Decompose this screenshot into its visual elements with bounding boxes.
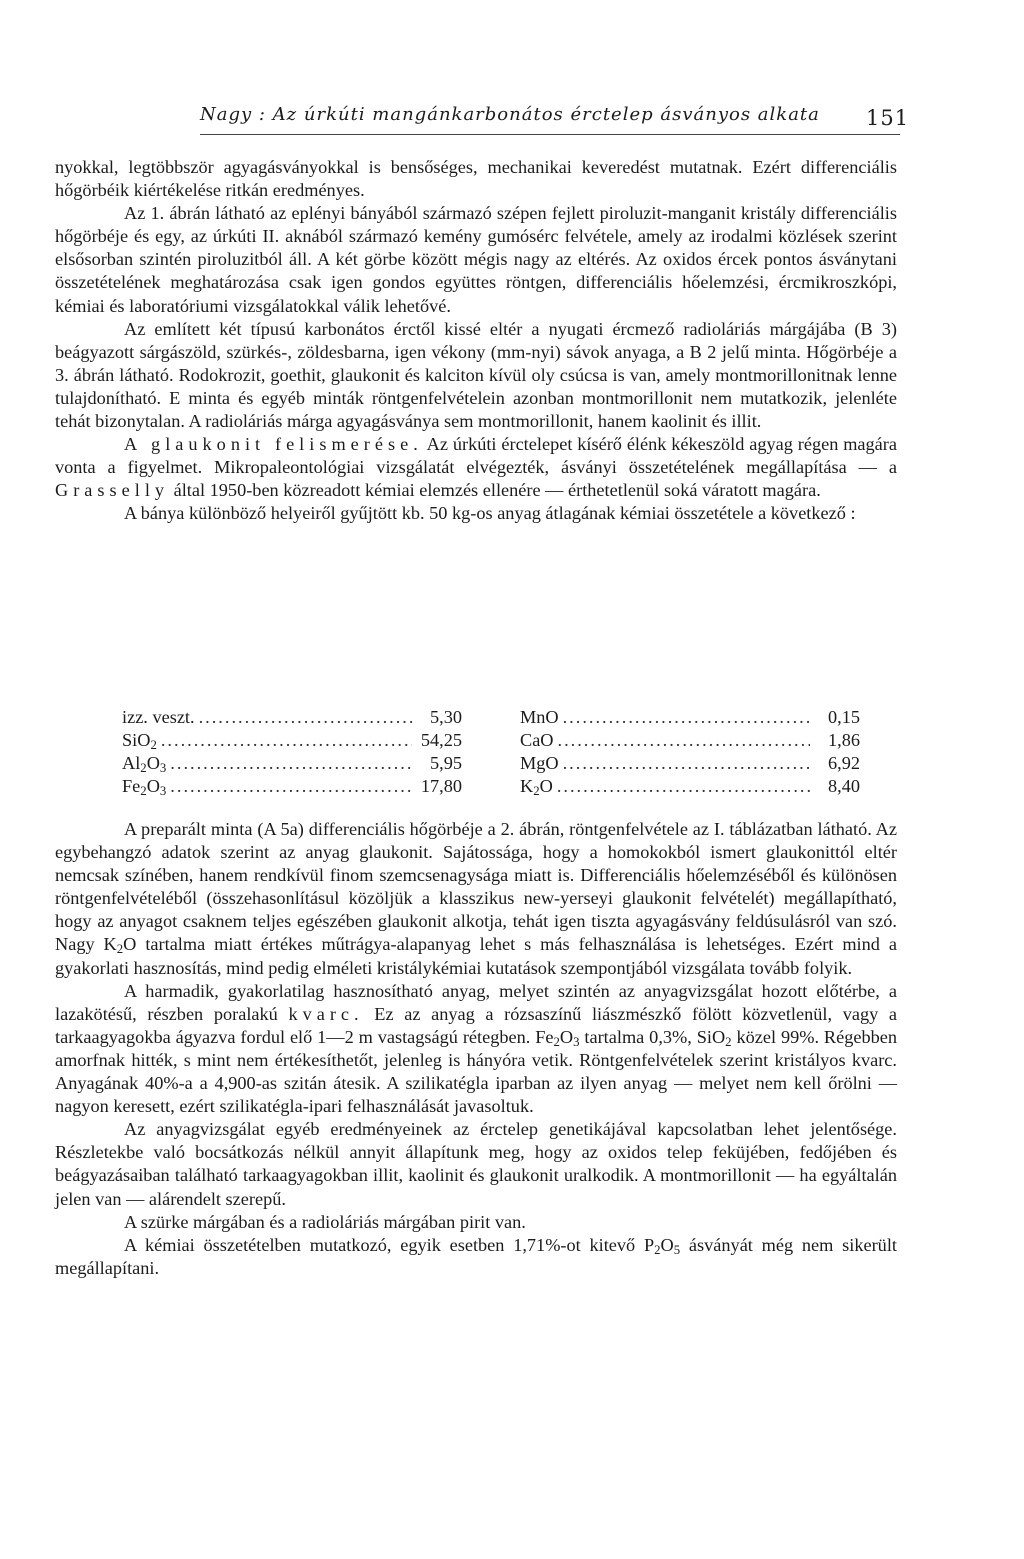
text-run: által 1950-ben közreadott kémiai elemzés ellenére — érthetetlenül soká váratott magára. [169,480,821,501]
text-run: ásványát még nem sikerült megállapítani. [55,1234,897,1278]
paragraph [55,433,897,502]
composition-table [122,706,860,799]
composition-cell [520,775,860,798]
subscript: 5 [673,1242,681,1257]
header-rule [200,134,900,135]
subscript: 3 [573,1035,580,1050]
paragraph: A szürke márgában és a radioláriás márgában pirit van. [124,1211,526,1232]
subscript: 2 [553,1035,560,1050]
compound-label: izz. veszt. [122,707,195,727]
composition-row [122,775,860,799]
compound-value: 6,92 [828,753,860,774]
composition-cell [122,729,462,752]
text-run: O tartalma miatt értékes műtrágya-alapanyag lehet s más felhasználása is lehetséges. Ezért mind a gyakorlati hasznosítás, mind pedig elméleti kristálykémiai kutatások szempontjából vizsgálata tovább folyik. [55,934,897,978]
composition-cell [520,706,860,729]
compound-value: 5,30 [430,707,462,727]
compound-value: 0,15 [828,707,860,727]
text-run: O [660,1234,674,1255]
composition-row [122,729,860,753]
leader-dots [563,706,810,729]
leader-dots [557,775,810,798]
subscript: 2 [725,1035,732,1050]
leader-dots [199,706,412,729]
leader-dots [170,775,412,798]
compound-label: CaO [520,730,554,751]
compound-label: SiO$_2$ [122,730,157,753]
paragraph: Az 1. ábrán látható az eplényi bányából származó szépen fejlett piroluzit-manganit kristály differenciális hőgörbéje és egy, az úrkúti II. aknából származó kemény gumósérc felvétele, amely az irodalmi közlések szerint elsősorban szintén piroluzitból áll. A két görbe között mégis nagy az eltérés. Az oxidos ércek pontos ásványtani összetételének meghatározása csak igen gondos együttes röntgen, differenciális hőelemzési, ércmikroszkópi, kémiai és laboratóriumi vizsgálatokkal válik lehetővé. [55,203,897,316]
paragraph [55,818,897,980]
composition-row [122,706,860,729]
text-run: Az úrkúti érctelepet kísérő élénk kékeszöld agyag régen magára vonta a figyelmet. Mikropaleontológiai vizsgálatát elvégezték, ásványi összetételének megállapítása — a [55,434,898,478]
author-name: Grasselly [55,480,170,501]
compound-value: 1,86 [828,730,860,751]
paragraph: nyokkal, legtöbbször agyagásványokkal is bensőséges, mechanikai keveredést mutatnak. Ezért differenciális hőgörbéik kiértékelése ritkán eredményes. [55,157,897,201]
compound-label: MgO [520,753,559,774]
compound-value: 8,40 [828,776,860,797]
compound-label: MnO [520,707,559,727]
composition-cell [520,729,860,752]
text-run: A kémiai összetételben mutatkozó, egyik esetben 1,71%-ot kitevő P [124,1234,655,1255]
compound-label: $K_2O$ [520,776,553,799]
spaced-term: kvarc. [288,1003,364,1024]
composition-row [122,752,860,776]
text-run: Ez az anyag a rózsaszínű liászmészkő fölött közvetlenül, vagy a tarkaagyagokba ágyazva fordul elő 1—2 m vastagságú rétegben. Fe [55,1003,897,1047]
body-text-lower [55,818,897,1280]
paragraph: Az említett két típusú karbonátos érctől kissé eltér a nyugati ércmező radioláriás márgájába (B 3) beágyazott sárgászöld, szürkés-, zöldesbarna, igen vékony (mm-nyi) sávok anyaga, a B 2 jelű minta. Hőgörbéje a 3. ábrán látható. Rodokrozit, goethit, glaukonit és kalciton kívül oly csúcsa is van, amely montmorillonitnak lenne tulajdonítható. E minta és egyéb minták röntgenfelvételein azonban montmorillonit nem mutatkozik, jelenléte tehát bizonytalan. A radioláriás márga agyagásványa sem montmorillonit, hanem kaolinit és illit. [55,318,897,432]
compound-value: 17,80 [420,776,462,797]
subscript: 2 [116,942,124,957]
leader-dots [563,752,810,775]
text-run: közel 99%. Régebben amorfnak hitték, s mint nem értékesíthetőt, jelenleg is hányóra vetik. Röntgenfelvételek szerint kristályos kvarc. Anyagának 40%-a a 4,900-as szitán átesik. A szilikatégla iparban az ilyen anyag — melyet nem kell őrölni — nagyon keresett, ezért szilikatégla-ipari felhasználását javasoltuk. [55,1026,898,1117]
page-number: 151 [866,106,910,130]
spaced-heading: A glaukonit felismerése. [124,434,423,455]
composition-cell [122,752,462,775]
compound-label: $Al_2O_3$ [122,753,167,776]
composition-cell [122,706,462,729]
compound-value: 5,95 [430,753,462,774]
text-run: A harmadik, gyakorlatilag hasznosítható anyag, melyet szintén az anyagvizsgálat hozott előtérbe, a lazakötésű, részben poralakú [55,980,897,1024]
paragraph: Az anyagvizsgálat egyéb eredményeinek az érctelep genetikájával kapcsolatban lehet jelentősége. Részletekbe való bocsátkozás nélkül annyit állapítunk meg, hogy az oxidos telep feküjében, fedőjében és beágyazásaiban található tarkaagyagokban illit, kaolinit és glaukonit uralkodik. A montmorillonit — ha egyáltalán jelen van — alárendelt szerepű. [55,1119,897,1209]
paragraph: A bánya különböző helyeiről gyűjtött kb. 50 kg-os anyag átlagának kémiai összetétele a következő : [124,503,856,524]
composition-cell [520,752,860,775]
compound-value: 54,25 [420,730,462,751]
paragraph [55,980,897,1119]
leader-dots [558,729,810,752]
compound-label: $Fe_2O_3$ [122,776,167,799]
subscript: 2 [654,1242,661,1257]
text-run: tartalma 0,3%, SiO [579,1026,726,1047]
text-run: A preparált minta (A 5a) differenciális hőgörbéje a 2. ábrán, röntgenfelvétele az I. táblázatban látható. Az egybehangzó adatok szerint az anyag glaukonit. Sajátossága, hogy a homokokból ismert glaukonittól eltér nemcsak színében, hanem rendkívül finom szemcsenagysága miatt is. Differenciális hőelemzéséből és különösen röntgenfelvételéből (összehasonlításul közöljük a klasszikus new-yerseyi glaukonit felvételét) megállapítható, hogy az anyagot csaknem teljes egészében glaukonit alkotja, tehát igen tiszta agyagásvány feldúsulásról van szó. Nagy K [55,819,897,955]
body-text-upper [55,156,897,526]
leader-dots [170,752,412,775]
paragraph [55,1234,897,1280]
leader-dots [161,729,412,752]
composition-cell [122,775,462,798]
text-run: O [559,1026,574,1047]
running-header: Nagy : Az úrkúti mangánkarbonátos érctelep ásványos alkata [200,104,820,125]
